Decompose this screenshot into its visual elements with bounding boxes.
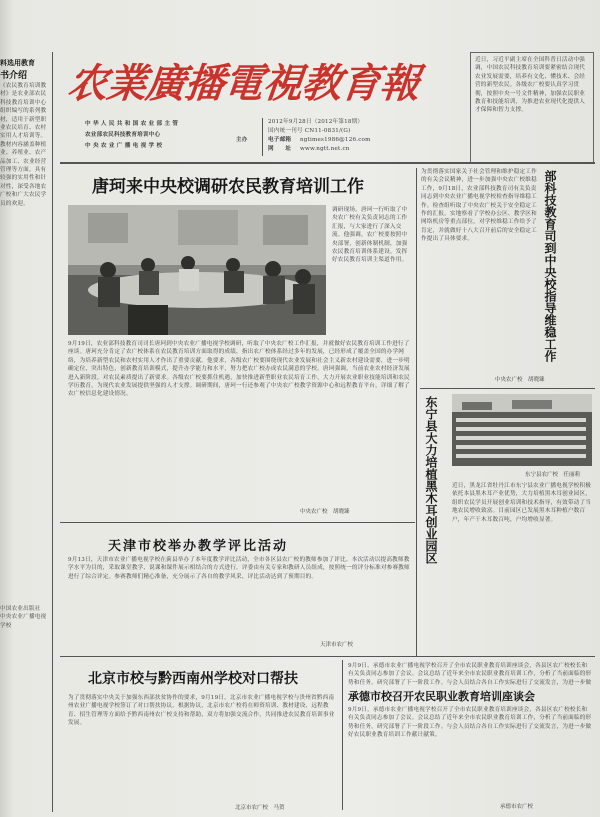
article1-bottom-rule bbox=[60, 522, 415, 523]
top-right-box bbox=[470, 52, 594, 164]
issn: 国内统一刊号 CN11-0831/(G) bbox=[268, 128, 351, 134]
article1-photo bbox=[68, 205, 326, 335]
article3-body: 为了贯彻落实中央关于加强东西部扶贫协作的要求，9月19日，北京市农业广播电视学校与贵州省黔西南州农业广播电视学校签订了对口帮扶协议。根据协议，北京市农广校将在师资培训、教材建设、远程教育、招生管理等方面给予黔西南州农广校支持和帮助，双方将加强交流合作，共同推进农民教育培训事业发展。 bbox=[68, 695, 335, 727]
article4-bottom-rule bbox=[420, 388, 595, 389]
email: ngtimes1986@126.com bbox=[300, 137, 371, 143]
article1-headline: 唐珂来中央校调研农民教育培训工作 bbox=[92, 177, 364, 197]
masthead-divider bbox=[262, 118, 263, 156]
meeting-photo bbox=[68, 205, 326, 335]
article2-bottom-rule bbox=[60, 656, 595, 657]
article3-headline: 北京市校与黔西南州学校对口帮扶 bbox=[88, 671, 298, 687]
article6-headline: 承德市校召开农民职业教育培训座谈会 bbox=[348, 690, 535, 703]
issue-date: 2012年9月28日（2012年第18期） bbox=[268, 119, 364, 125]
left-column-footer: 中国农业出版社 中央农业广播电视学校 bbox=[0, 606, 47, 629]
article4-credit: 中央农广校 胡晓臻 bbox=[495, 377, 545, 383]
article2-body: 9月13日，天津市农业广播电视学校在蓟县举办了本年度教学评比活动，全市各区县农广校的教师参加了评比。本次活动以提高教师教学水平为目的，采取课堂教学、说课和课件展示相结合的方式进行。评委由有关专家和教研人员组成，按照统一的评分标准对参赛教师进行了综合评定。参赛教师们精心准备，充分展示了各自的教学风采，评比活动达到了预期目的。 bbox=[68, 557, 410, 580]
article6-divider bbox=[342, 660, 343, 810]
article5-caption: 东宁县农广校 任丽莉 bbox=[525, 472, 581, 478]
article5-headline: 东宁县大力培植黑木耳创业园区 bbox=[424, 396, 438, 564]
sponsor-host: 主办 bbox=[236, 137, 248, 143]
article1-side-text: 调研现场，唐珂一行听取了中央农广校有关负责同志的工作汇报，与大家进行了深入交流。他强调，农广校要按照中央部署，创新体制机制，加强农民教育培训体系建设，发挥好农民教育培训主渠道作用。 bbox=[332, 207, 408, 264]
left-column-heading2: 书介绍 bbox=[0, 71, 28, 81]
article4-body: 为贯彻落实国家关于社会管理和维护稳定工作的有关会议精神，进一步加强中央农广校维稳工作，9月18日，农业部科技教育司有关负责同志到中央农业广播电视学校检查指导维稳工作。检查组听取了中央农广校关于安全稳定工作的汇报，实地察看了学校办公区、教学区和网络机房等重点部位，对学校维稳工作给予了肯定，并就做好十八大召开前后的安全稳定工作提出了具体要求。 bbox=[421, 169, 537, 243]
article1-body: 9月19日，农业部科技教育司司长唐珂到中央农业广播电视学校调研，听取了中央农广校工作汇报，并就做好农民教育培训工作进行了座谈。唐珂充分肯定了农广校体系在农民教育培训方面取得的成绩，指出农广校体系经过多年的发展，已经形成了覆盖全国的办学网络，为培养新型农民和农村实用人才作出了重要贡献。他要求，各级农广校要围绕现代农业发展和社会主义新农村建设需要，进一步明确定位，突出特色，创新教育培训模式，提升办学能力和水平，努力把农广校办成农民满意的学校。唐珂强调，当前农业农村经济发展进入新阶段，对农民素质提出了新要求。各级农广校要抓住机遇，加快推进新型职业农民培育工作，大力开展农业职业技能培训和农民学历教育，为现代农业发展提供坚强的人才支撑。调研期间，唐珂一行还参观了中央农广校教学资源中心和远程教育平台，详细了解了农广校信息化建设情况。 bbox=[68, 341, 410, 398]
article3-credit: 北京市农广校 马贺 bbox=[235, 805, 285, 811]
article6-body: 9月9日，承德市农业广播电视学校召开了全市农民职业教育培训座谈会，各县区农广校校长和有关负责同志参加了会议。会议总结了近年来全市农民职业教育培训工作，分析了当前面临的形势和任务，研究部署了下一阶段工作。与会人员结合各自工作实际进行了交流发言，为进一步做好农民职业教育培训工作献计献策。 bbox=[348, 707, 592, 739]
masthead-bottom-rule bbox=[60, 162, 595, 164]
sponsor-line2: 农业部农民科技教育培训中心 bbox=[85, 132, 161, 138]
left-column-heading1: 料选用教育 bbox=[0, 58, 35, 67]
article1-byline: 中央农广校 胡晓臻 bbox=[300, 509, 350, 515]
article2-credit: 天津市农广校 bbox=[320, 642, 354, 648]
left-column-divider bbox=[52, 52, 53, 812]
sponsor-line1: 中 华 人 民 共 和 国 农 业 部 主 管 bbox=[85, 121, 179, 127]
masthead-title: 农業廣播電視教育報 bbox=[65, 60, 422, 107]
article4-headline: 部科技教育司到中央校指导维稳工作 bbox=[543, 170, 557, 362]
article5-body: 近日，黑龙江省牡丹江市东宁县农业广播电视学校积极依托本县黑木耳产业优势，大力培植黑木耳创业园区，组织农民学员开展创业培训和技术指导，有效带动了当地农民增收致富。目前园区已发展黑木耳种植户数百户，年产干木耳数百吨，户均增收显著。 bbox=[452, 483, 592, 523]
left-column-body: 《农民教育培训教材》是农业部农民科技教育培训中心组织编写的系列教材，适用于新型职业农民培育、农村实用人才培训等。教材内容涵盖种植业、养殖业、农产品加工、农业经营管理等方面，具有较强的实用性和针对性，深受各地农广校和广大农民学员的欢迎。 bbox=[0, 83, 47, 207]
article6-lead: 9月9日，承德市农业广播电视学校召开了全市农民职业教育培训座谈会，各县区农广校校长和有关负责同志参加了会议。会议总结了近年来全市农民职业教育培训工作，分析了当前面临的形势和任务，研究部署了下一阶段工作。与会人员结合各自工作实际进行了交流发言，为进一步做 bbox=[348, 663, 592, 686]
website: www.ngtt.net.cn bbox=[300, 146, 350, 152]
email-label: 电子邮箱 bbox=[268, 137, 292, 143]
sponsor-line3: 中 央 农 业 广 播 电 视 学 校 bbox=[85, 143, 163, 149]
mushroom-field-photo bbox=[452, 394, 592, 466]
article2-headline: 天津市校举办教学评比活动 bbox=[108, 539, 289, 554]
web-label: 网 址 bbox=[268, 146, 292, 152]
center-divider bbox=[416, 168, 417, 656]
article6-credit: 承德市农广校 bbox=[500, 804, 534, 810]
top-right-box-body: 近日，习近平副主席在全国科普日活动中强调，中国农民科技教育培训要紧密结合现代农业发展需要，培养有文化、懂技术、会经营的新型农民。各级农广校要认真学习贯彻，按照中央一号文件精神，加强农民职业教育和技能培训，为推进农业现代化提供人才保障和智力支撑。 bbox=[475, 57, 586, 114]
article5-photo bbox=[452, 394, 592, 466]
